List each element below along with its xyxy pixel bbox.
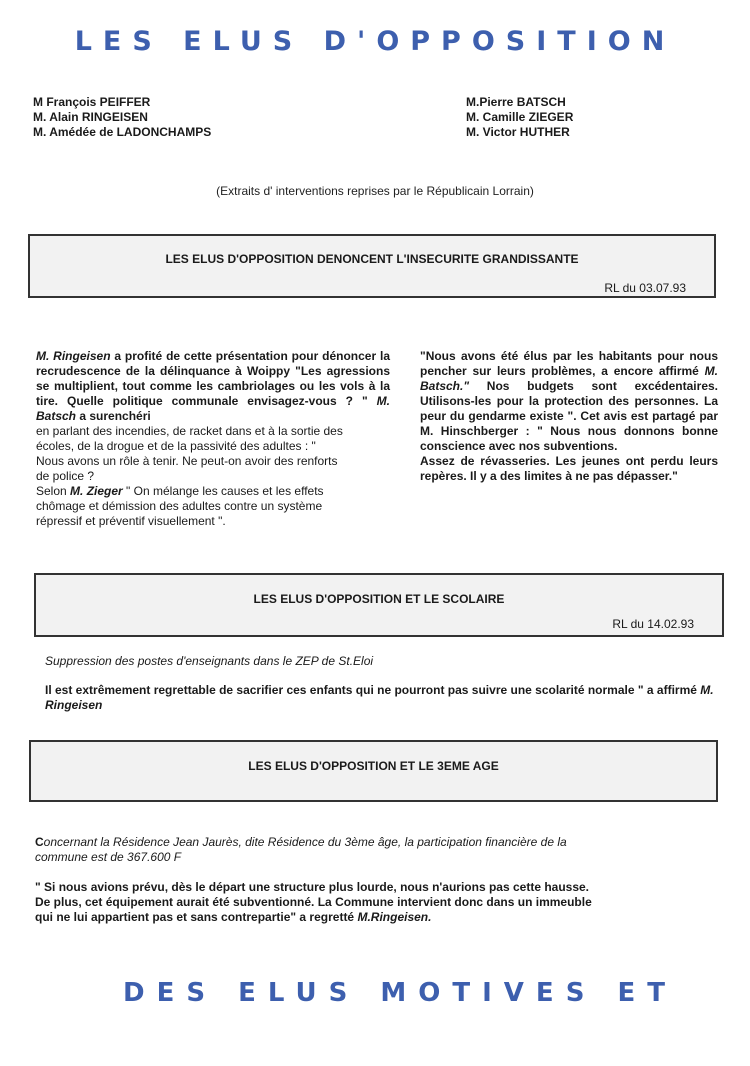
paragraph-text: " On mélange les causes et les effets bbox=[122, 484, 324, 498]
3eme-age-quote bbox=[35, 880, 725, 925]
paragraph bbox=[36, 349, 390, 424]
insecurite-right-column bbox=[420, 349, 718, 484]
scolaire-quote bbox=[45, 683, 725, 713]
scolaire-intro: Suppression des postes d'enseignants dans le ZEP de St.Eloi bbox=[45, 654, 374, 668]
insecurite-left-column bbox=[36, 349, 390, 529]
text-line: Nous avons un rôle à tenir. Ne peut-on avoir des renforts bbox=[36, 454, 338, 468]
text-line: " Si nous avions prévu, dès le départ une structure plus lourde, nous n'aurions pas cette hausse. bbox=[35, 880, 590, 894]
section-header-insecurite bbox=[28, 234, 716, 298]
section-reference: RL du 03.07.93 bbox=[604, 281, 686, 295]
drop-letter: C bbox=[35, 835, 44, 849]
paragraph-text: a profité de cette présentation pour dénoncer la recrudescence de la délinquance à Woippy "Les agressions se multiplient, tout comme les cambriolages ou les vols à la tire. Quelle politique communale envisagez-vous ? " bbox=[36, 349, 390, 408]
member-name: M. Amédée de LADONCHAMPS bbox=[33, 125, 212, 139]
speaker-name: M.Ringeisen. bbox=[357, 910, 432, 924]
text-line bbox=[35, 910, 725, 925]
3eme-age-intro bbox=[35, 835, 567, 865]
source-subtitle: (Extraits d' interventions reprises par le Républicain Lorrain) bbox=[216, 184, 534, 198]
paragraph bbox=[420, 349, 718, 454]
footer-title: DES ELUS MOTIVES ET bbox=[123, 978, 677, 1008]
section-header-3eme-age bbox=[29, 740, 718, 802]
member-name: M.Pierre BATSCH bbox=[466, 95, 566, 109]
paragraph: Assez de révasseries. Les jeunes ont perdu leurs repères. Il y a des limites à ne pas dépasser." bbox=[420, 454, 718, 483]
section-title: LES ELUS D'OPPOSITION ET LE 3EME AGE bbox=[248, 759, 499, 773]
section-reference: RL du 14.02.93 bbox=[612, 617, 694, 631]
paragraph-text: Il est extrêmement regrettable de sacrifier ces enfants qui ne pourront pas suivre une scolarité normale " a affirmé bbox=[45, 683, 701, 697]
member-name: M. Alain RINGEISEN bbox=[33, 110, 148, 124]
members-left-list bbox=[33, 95, 211, 140]
members-right-list bbox=[466, 95, 573, 140]
text-line: chômage et démission des adultes contre un système bbox=[36, 499, 323, 513]
text-line: De plus, cet équipement aurait été subventionné. La Commune intervient donc dans un immeuble bbox=[35, 895, 592, 909]
paragraph-text: Nos budgets sont excédentaires. Utilisons-les pour la protection des personnes. La peur du gendarme existe ". Cet avis est partagé par M. Hinschberger : " Nous nous donnons bonne conscience avec nos subventions. bbox=[420, 379, 718, 453]
paragraph-text: a surenchéri bbox=[76, 409, 151, 423]
speaker-name: M. Zieger bbox=[70, 484, 123, 498]
paragraph-text: Selon bbox=[36, 484, 71, 498]
paragraph-text: "Nous avons été élus par les habitants pour nous pencher sur leurs problèmes, a encore affirmé bbox=[420, 349, 718, 378]
section-title: LES ELUS D'OPPOSITION ET LE SCOLAIRE bbox=[253, 592, 505, 606]
member-name: M François PEIFFER bbox=[33, 95, 151, 109]
text-line: commune est de 367.600 F bbox=[35, 850, 182, 864]
paragraph-text: qui ne lui appartient pas et sans contrepartie" a regretté bbox=[35, 910, 358, 924]
speaker-name: M. Batsch bbox=[36, 394, 390, 423]
speaker-name: M. Ringeisen bbox=[45, 683, 714, 712]
page-title: LES ELUS D'OPPOSITION bbox=[74, 26, 676, 57]
text-line: répressif et préventif visuellement ". bbox=[36, 514, 226, 528]
paragraph-text: oncernant la Résidence Jean Jaurès, dite Résidence du 3ème âge, la participation financière de la bbox=[43, 835, 567, 849]
text-line: en parlant des incendies, de racket dans et à la sortie des bbox=[36, 424, 343, 438]
member-name: M. Camille ZIEGER bbox=[466, 110, 574, 124]
member-name: M. Victor HUTHER bbox=[466, 125, 570, 139]
speaker-name: M. Ringeisen bbox=[36, 349, 111, 363]
text-line: de police ? bbox=[36, 469, 95, 483]
text-line bbox=[36, 484, 390, 499]
section-header-scolaire bbox=[34, 573, 724, 637]
section-title: LES ELUS D'OPPOSITION DENONCENT L'INSECURITE GRANDISSANTE bbox=[165, 252, 579, 266]
text-line: écoles, de la drogue et de la passivité des adultes : " bbox=[36, 439, 316, 453]
speaker-name: M. Batsch." bbox=[420, 364, 718, 393]
